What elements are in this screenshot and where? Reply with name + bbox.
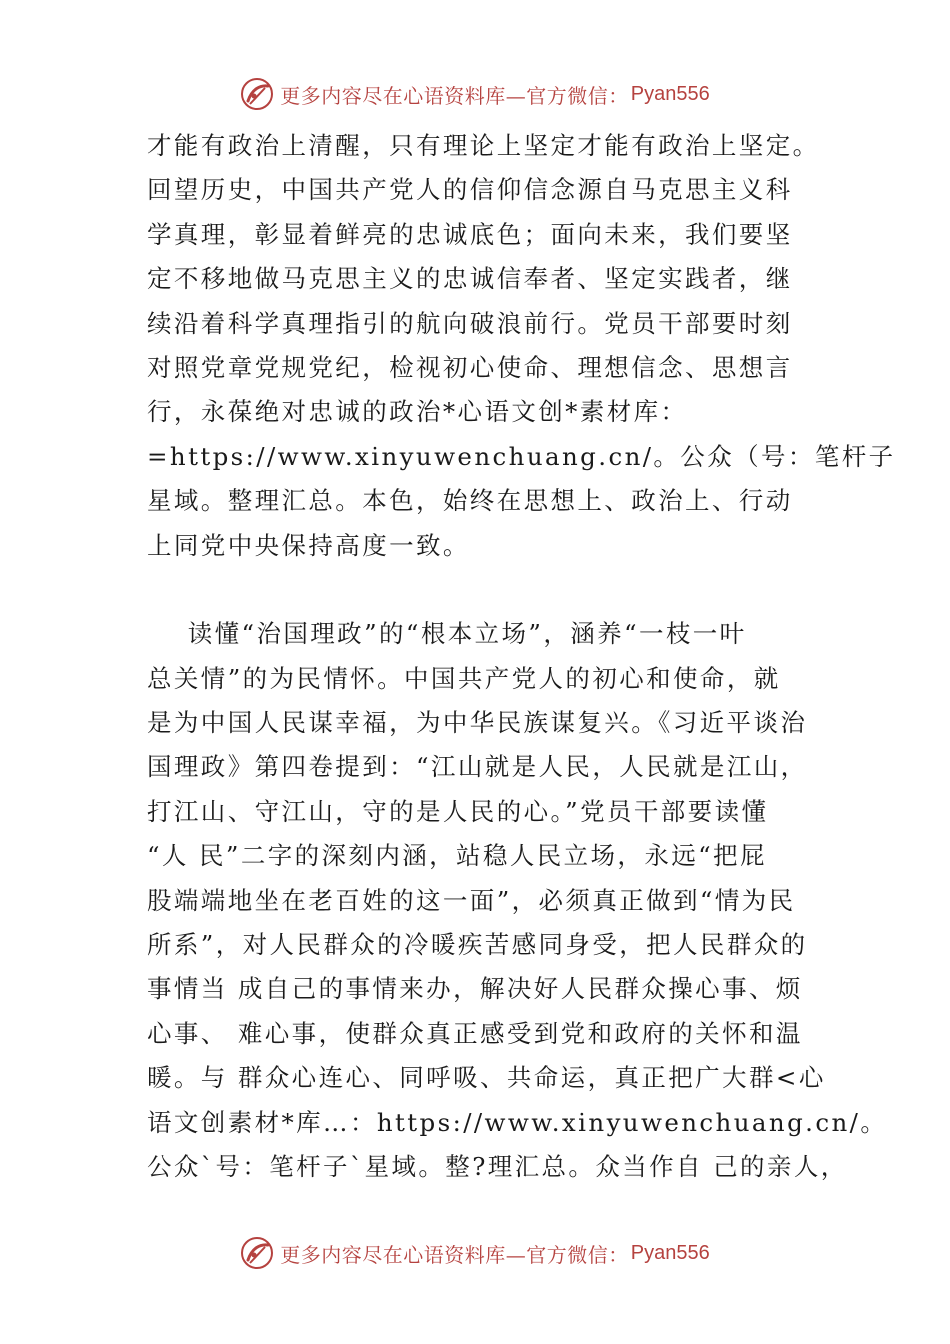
text-line: 总关情”的为民情怀。中国共产党人的初心和使命，就 — [147, 663, 781, 693]
paragraph-1 — [147, 124, 896, 568]
header-banner — [0, 74, 950, 114]
paragraph-2 — [147, 612, 888, 1189]
text-line: 定不移地做马克思主义的忠诚信奉者、坚定实践者，继 — [147, 264, 793, 294]
text-line: “人 民”二字的深刻内涵，站稳人民立场，永远“把屁 — [147, 841, 767, 871]
footer-banner — [0, 1233, 950, 1273]
brand-logo-icon — [240, 1236, 274, 1270]
banner-text: 更多内容尽在心语资料库—官方微信： — [280, 1242, 629, 1267]
text-line: 语文创素材*库…：https://www.xinyuwenchuang.cn/。 — [147, 1107, 888, 1137]
text-line: 对照党章党规党纪，检视初心使命、理想信念、思想言 — [147, 352, 793, 382]
text-line: 暖。与 群众心连心、同呼吸、共命运，真正把广大群<心 — [147, 1063, 826, 1093]
text-line: 星域。整理汇总。本色，始终在思想上、政治上、行动 — [147, 486, 793, 516]
text-line: 回望历史，中国共产党人的信仰信念源自马克思主义科 — [147, 175, 793, 205]
text-line: 心事、 难心事，使群众真正感受到党和政府的关怀和温 — [147, 1018, 803, 1048]
text-line: =https://www.xinyuwenchuang.cn/。公众（号：笔杆子 — [147, 441, 896, 471]
text-line: 上同党中央保持高度一致。 — [147, 530, 470, 560]
text-line: 股端端地坐在老百姓的这一面”，必须真正做到“情为民 — [147, 885, 796, 915]
paragraph-gap — [147, 568, 837, 612]
text-line: 读懂“治国理政”的“根本立场”，涵养“一枝一叶 — [147, 619, 747, 649]
text-line: 公众`号：笔杆子`星域。整?理汇总。众当作自 己的亲人， — [147, 1151, 848, 1181]
text-line: 是为中国人民谋幸福，为中华民族谋复兴。《习近平谈治 — [147, 708, 808, 738]
text-line: 所系”，对人民群众的冷暖疾苦感同身受，把人民群众的 — [147, 930, 808, 960]
banner-wechat-id: Pyan556 — [630, 82, 710, 105]
text-line: 事情当 成自己的事情来办，解决好人民群众操心事、烦 — [147, 974, 803, 1004]
text-line: 国理政》第四卷提到：“江山就是人民，人民就是江山， — [147, 752, 808, 782]
banner-wechat-id: Pyan556 — [630, 1241, 710, 1264]
banner-text: 更多内容尽在心语资料库—官方微信： — [280, 83, 629, 108]
text-line: 学真理，彰显着鲜亮的忠诚底色；面向未来，我们要坚 — [147, 219, 793, 249]
text-line: 才能有政治上清醒，只有理论上坚定才能有政治上坚定。 — [147, 131, 820, 160]
text-line: 打江山、守江山，守的是人民的心。”党员干部要读懂 — [147, 796, 769, 826]
brand-logo-icon — [240, 77, 274, 111]
document-body — [147, 124, 896, 1189]
text-line: 续沿着科学真理指引的航向破浪前行。党员干部要时刻 — [147, 308, 793, 338]
text-line: 行，永葆绝对忠诚的政治*心语文创*素材库： — [147, 397, 688, 427]
